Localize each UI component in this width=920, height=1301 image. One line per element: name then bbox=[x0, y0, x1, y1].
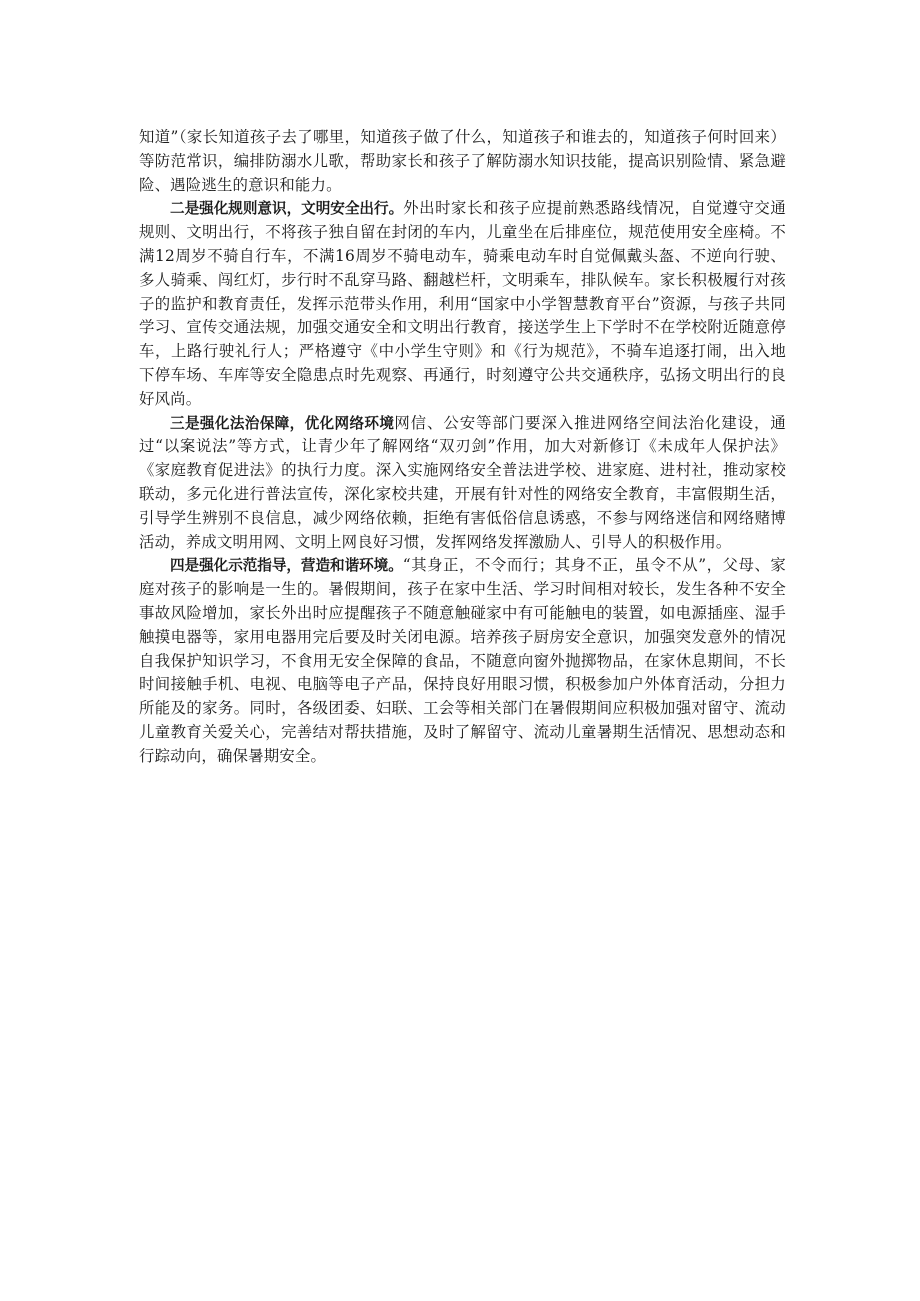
paragraph-heading: 四是强化示范指导，营造和谐环境。 bbox=[170, 557, 403, 575]
paragraph-heading: 二是强化规则意识，文明安全出行。 bbox=[170, 200, 404, 218]
paragraph-text: 知道”（家长知道孩子去了哪里，知道孩子做了什么，知道孩子和谁去的，知道孩子何时回来）等防范常识，编排防溺水儿歌，帮助家长和孩子了解防溺水知识技能，提高识别险情、紧急避险、遇险逃生的意识和能力。 bbox=[139, 128, 786, 194]
paragraph-home-safety bbox=[139, 554, 786, 768]
paragraph-text: 网信、公安等部门要深入推进网络空间法治化建设，通过“以案说法”等方式，让青少年了解网络“双刃剑”作用，加大对新修订《未成年人保护法》《家庭教育促进法》的执行力度。深入实施网络安全普法进学校、进家庭、进村社，推动家校联动，多元化进行普法宣传，深化家校共建，开展有针对性的网络安全教育，丰富假期生活，引导学生辨别不良信息，减少网络依赖，拒绝有害低俗信息诱惑，不参与网络迷信和网络赌博活动，养成文明用网、文明上网良好习惯，发挥网络发挥激励人、引导人的积极作用。 bbox=[139, 413, 786, 551]
paragraph-network-safety bbox=[139, 412, 786, 555]
paragraph-text: “其身正，不令而行；其身不正，虽令不从”，父母、家庭对孩子的影响是一生的。暑假期间，孩子在家中生活、学习时间相对较长，发生各种不安全事故风险增加，家长外出时应提醒孩子不随意触碰家中有可能触电的装置，如电源插座、湿手触摸电器等，家用电器用完后要及时关闭电源。培养孩子厨房安全意识，加强突发意外的情况自我保护知识学习，不食用无安全保障的食品，不随意向窗外抛掷物品，在家休息期间，不长时间接触手机、电视、电脑等电子产品，保持良好用眼习惯，积极参加户外体育活动，分担力所能及的家务。同时，各级团委、妇联、工会等相关部门在暑假期间应积极加强对留守、流动儿童教育关爱关心，完善结对帮扶措施，及时了解留守、流动儿童暑期生活情况、思想动态和行踪动向，确保暑期安全。 bbox=[139, 556, 786, 765]
paragraph-traffic-safety bbox=[139, 197, 786, 411]
document-body bbox=[139, 126, 786, 769]
paragraph-text: 外出时家长和孩子应提前熟悉路线情况，自觉遵守交通规则、文明出行，不将孩子独自留在封闭的车内，儿童坐在后排座位，规范使用安全座椅。不满12周岁不骑自行车，不满16周岁不骑电动车，骑乘电动车时自觉佩戴头盔、不逆向行驶、多人骑乘、闯红灯，步行时不乱穿马路、翻越栏杆，文明乘车，排队候车。家长积极履行对孩子的监护和教育责任，发挥示范带头作用，利用“国家中小学智慧教育平台”资源，与孩子共同学习、宣传交通法规，加强交通安全和文明出行教育，接送学生上下学时不在学校附近随意停车，上路行驶礼行人；严格遵守《中小学生守则》和《行为规范》，不骑车追逐打闹，出入地下停车场、车库等安全隐患点时先观察、再通行，时刻遵守公共交通秩序，弘扬文明出行的良好风尚。 bbox=[139, 199, 786, 408]
paragraph-heading: 三是强化法治保障，优化网络环境 bbox=[170, 414, 395, 432]
paragraph-continuation bbox=[139, 126, 786, 197]
